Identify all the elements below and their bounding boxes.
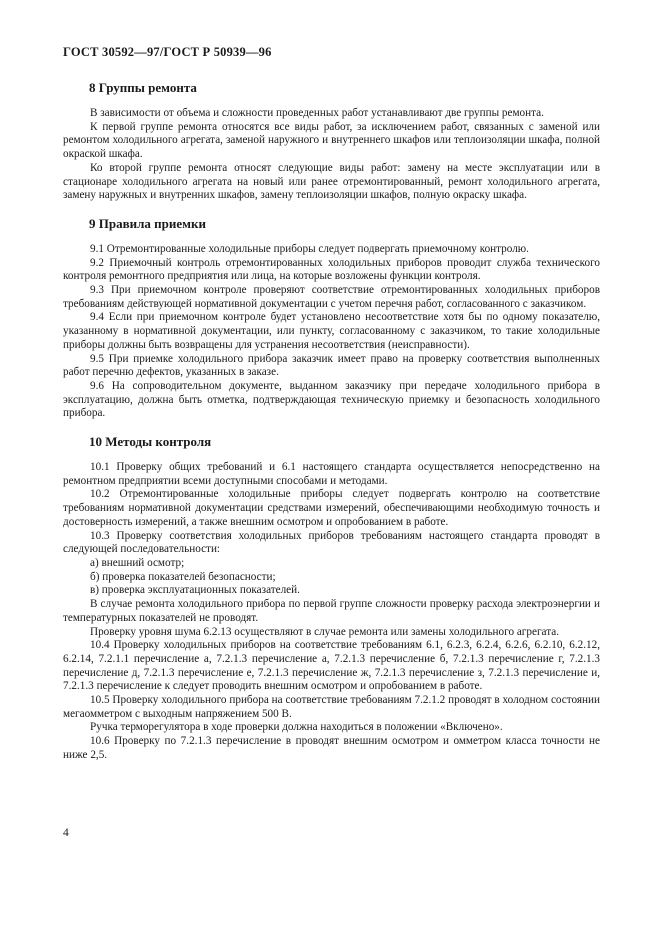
section-9 — [63, 216, 600, 421]
paragraph: 10.4 Проверку холодильных приборов на соответствие требованиям 6.1, 6.2.3, 6.2.4, 6.2.6, 6.2.10, 6.2.12, 6.2.14, 7.2.1.1 перечисление а, 7.2.1.3 перечисление а, 7.2.1.3 перечисление б, 7.2.1.3 перечисление г, 7.2.1.3 перечисление д, 7.2.1.3 перечисление е, 7.2.1.3 перечисление ж, 7.2.1.3 перечисление з, 7.2.1.3 перечисление и, 7.2.1.3 перечисление к следует проводить внешним осмотром и опробованием в работе. — [63, 639, 600, 693]
section-heading: 8 Группы ремонта — [89, 80, 197, 95]
page-number: 4 — [63, 827, 69, 839]
list-item: а) внешний осмотр; — [90, 556, 185, 569]
section-8 — [63, 80, 600, 203]
paragraph: В зависимости от объема и сложности проведенных работ устанавливают две группы ремонта. — [90, 107, 544, 119]
section-heading: 10 Методы контроля — [89, 434, 212, 450]
paragraph: К первой группе ремонта относятся все виды работ, за исключением работ, связанных с заменой или ремонтом холодильного агрегата, заменой наружного и внутреннего шкафов или теплоизоляции шкафа, полной окраской шкафа. — [63, 120, 600, 161]
section-10 — [63, 434, 600, 762]
paragraph: 9.4 Если при приемочном контроле будет установлено несоответствие хотя бы по одному показателю, указанному в нормативной документации, или пункту, согласованному с заказчиком, то такие холодильные приборы должны быть возвращены для устранения несоответствия (неисправности). — [63, 311, 600, 351]
paragraph: 10.2 Отремонтированные холодильные приборы следует подвергать контролю на соответствие требованиям нормативной документации средствами измерений, обеспечивающими необходимую точность и достоверность измерений, а также внешним осмотром и опробованием в работе. — [63, 488, 600, 528]
document-header: ГОСТ 30592—97/ГОСТ Р 50939—96 — [63, 45, 272, 59]
paragraph: Ручка терморегулятора в ходе проверки должна находиться в положении «Включено». — [90, 721, 503, 734]
list-item: б) проверка показателей безопасности; — [90, 570, 276, 583]
paragraph: 9.3 При приемочном контроле проверяют соответствие отремонтированных холодильных приборов требованиям действующей нормативной документации с учетом перечня работ, согласованного с заказчиком. — [63, 284, 600, 310]
paragraph: Проверку уровня шума 6.2.13 осуществляют в случае ремонта или замены холодильного агрегата. — [90, 625, 559, 638]
paragraph: 10.3 Проверку соответствия холодильных приборов требованиям настоящего стандарта проводят в следующей последовательности: — [63, 529, 600, 556]
page-content — [63, 74, 600, 763]
paragraph: 9.6 На сопроводительном документе, выданном заказчику при передаче холодильного прибора в эксплуатацию, должна быть отметка, подтверждающая техническую приемку и безопасность холодильного прибора. — [63, 379, 600, 420]
paragraph: В случае ремонта холодильного прибора по первой группе сложности проверку расхода электроэнергии и температурных показателей не проводят. — [63, 598, 600, 624]
paragraph: 10.6 Проверку по 7.2.1.3 перечисление в проводят внешним осмотром и омметром класса точности не ниже 2,5. — [63, 735, 600, 761]
paragraph: 9.5 При приемке холодильного прибора заказчик имеет право на проверку соответствия выполненных работ перечню дефектов, указанных в заказе. — [63, 352, 600, 379]
paragraph: 9.1 Отремонтированные холодильные приборы следует подвергать приемочному контролю. — [90, 242, 529, 255]
paragraph: 10.5 Проверку холодильного прибора на соответствие требованиям 7.2.1.2 проводят в холодном состоянии мегаомметром с выходным напряжением 500 В. — [63, 694, 600, 720]
section-heading: 9 Правила приемки — [89, 215, 206, 231]
paragraph: 10.1 Проверку общих требований и 6.1 настоящего стандарта осуществляется непосредственно на ремонтном предприятии всеми доступными способами и методами. — [63, 461, 600, 487]
paragraph: 9.2 Приемочный контроль отремонтированных холодильных приборов проводит служба технического контроля ремонтного предприятия или лица, на которые возложены функции контроля. — [63, 256, 600, 283]
paragraph: Ко второй группе ремонта относят следующие виды работ: замену на месте эксплуатации или в стационаре холодильного агрегата на новый или ранее отремонтированный, ремонт холодильного агрегата, замену наружных и внутренних шкафов, замену теплоизоляции шкафов, полную окраску шкафа. — [63, 161, 600, 202]
list-item: в) проверка эксплуатационных показателей. — [90, 584, 300, 597]
